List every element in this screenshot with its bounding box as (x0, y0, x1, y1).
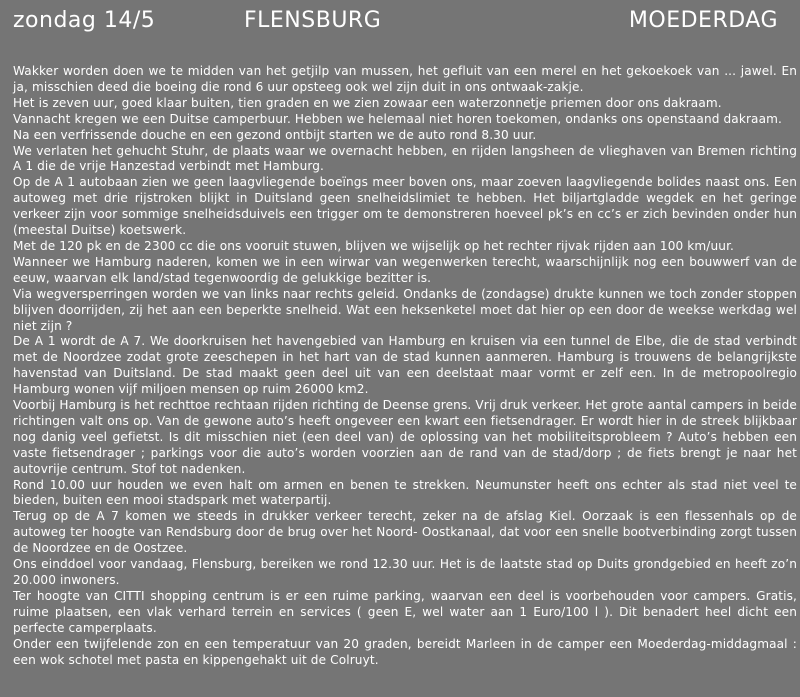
paragraph: Ter hoogte van CITTI shopping centrum is er een ruime parking, waarvan een deel is voorbehouden voor campers. Gratis, ruime plaatsen, een vlak verhard terrein en services ( geen E, wel water aan 1 Euro/100 l ). Dit benadert heel dicht een perfecte camperplaats. (13, 588, 797, 635)
header-date: zondag 14/5 (13, 8, 156, 33)
paragraph: Rond 10.00 uur houden we even halt om armen en benen te strekken. Neumunster heeft ons echter als stad niet veel te bieden, buiten een mooi stadspark met waterpartij. (13, 477, 797, 508)
diary-text (13, 64, 797, 668)
header-place: FLENSBURG (244, 8, 382, 33)
paragraph: Met de 120 pk en de 2300 cc die ons vooruit stuwen, blijven we wijselijk op het rechter rijvak rijden aan 100 km/uur. (13, 238, 735, 253)
page-header (13, 6, 778, 36)
header-occasion: MOEDERDAG (628, 8, 778, 33)
paragraph: Het is zeven uur, goed klaar buiten, tien graden en we zien zowaar een waterzonnetje priemen door ons dakraam. (13, 95, 722, 110)
paragraph: We verlaten het gehucht Stuhr, de plaats waar we overnacht hebben, en rijden langsheen de vlieghaven van Bremen richting A 1 die de vrije Hanzestad verbindt met Hamburg. (13, 143, 797, 174)
paragraph: Terug op de A 7 komen we steeds in drukker verkeer terecht, zeker na de afslag Kiel. Oorzaak is een flessenhals op de autoweg ter hoogte van Rendsburg door de brug over het Noord- Oostkanaal, dat voor een snelle bootverbinding zorgt tussen de Noordzee en de Oostzee. (13, 509, 797, 556)
paragraph: Op de A 1 autobaan zien we geen laagvliegende boeïngs meer boven ons, maar zoeven laagvliegende bolides naast ons. Een autoweg met drie rijstroken blijkt in Duitsland geen snelheidslimiet te hebben. Het biljartgladde wegdek en het geringe verkeer zijn voor sommige snelheidsduivels een trigger om te demonstreren hoeveel pk’s en cc’s er zich bevinden onder hun (meestal Duitse) koetswerk. (13, 175, 797, 238)
paragraph: Wakker worden doen we te midden van het getjilp van mussen, het gefluit van een merel en het gekoekoek van ... jawel. En ja, misschien deed die boeing die rond 6 uur opsteeg ook wel zijn duit in ons ontwaak-zakje. (13, 64, 797, 94)
paragraph: Wanneer we Hamburg naderen, komen we in een wirwar van wegenwerken terecht, waarschijnlijk nog een bouwwerf van de eeuw, waarvan elk land/stad tegenwoordig de gelukkige bezitter is. (13, 254, 797, 285)
paragraph: Onder een twijfelende zon en een temperatuur van 20 graden, bereidt Marleen in de camper een Moederdag-middagmaal : een wok schotel met pasta en kippengehakt uit de Colruyt. (13, 636, 797, 667)
paragraph: De A 1 wordt de A 7. We doorkruisen het havengebied van Hamburg en kruisen via een tunnel de Elbe, die de stad verbindt met de Noordzee zodat grote zeeschepen in het hart van de stad kunnen aanmeren. Hamburg is trouwens de belangrijkste havenstad van Duitsland. De stad maakt geen deel uit van een deelstaat maar vormt er zelf een. In de metropoolregio Hamburg wonen vijf miljoen mensen op ruim 26000 km2. (13, 334, 797, 397)
paragraph: Via wegversperringen worden we van links naar rechts geleid. Ondanks de (zondagse) drukte kunnen we toch zonder stoppen blijven doorrijden, zij het aan een beperkte snelheid. Wat een heksenketel moet dat hier op een door de weekse werkdag wel niet zijn ? (13, 286, 797, 333)
paragraph: Vannacht kregen we een Duitse camperbuur. Hebben we helemaal niet horen toekomen, ondanks ons openstaand dakraam. (13, 111, 782, 126)
paragraph: Na een verfrissende douche en een gezond ontbijt starten we de auto rond 8.30 uur. (13, 127, 537, 142)
paragraph: Ons einddoel voor vandaag, Flensburg, bereiken we rond 12.30 uur. Het is de laatste stad op Duits grondgebied en heeft zo’n 20.000 inwoners. (13, 557, 797, 587)
paragraph: Voorbij Hamburg is het rechttoe rechtaan rijden richting de Deense grens. Vrij druk verkeer. Het grote aantal campers in beide richtingen valt ons op. Van de gewone auto’s heeft ongeveer een kwart een fietsendrager. Er wordt hier in de streek blijkbaar nog danig veel gefietst. Is dit misschien niet (een deel van) de oplossing van het mobiliteitsprobleem ? Auto’s hebben een vaste fietsendrager ; parkings voor die auto’s worden voorzien aan de rand van de stad/dorp ; de fiets brengt je naar het autovrije centrum. Stof tot nadenken. (13, 398, 797, 476)
